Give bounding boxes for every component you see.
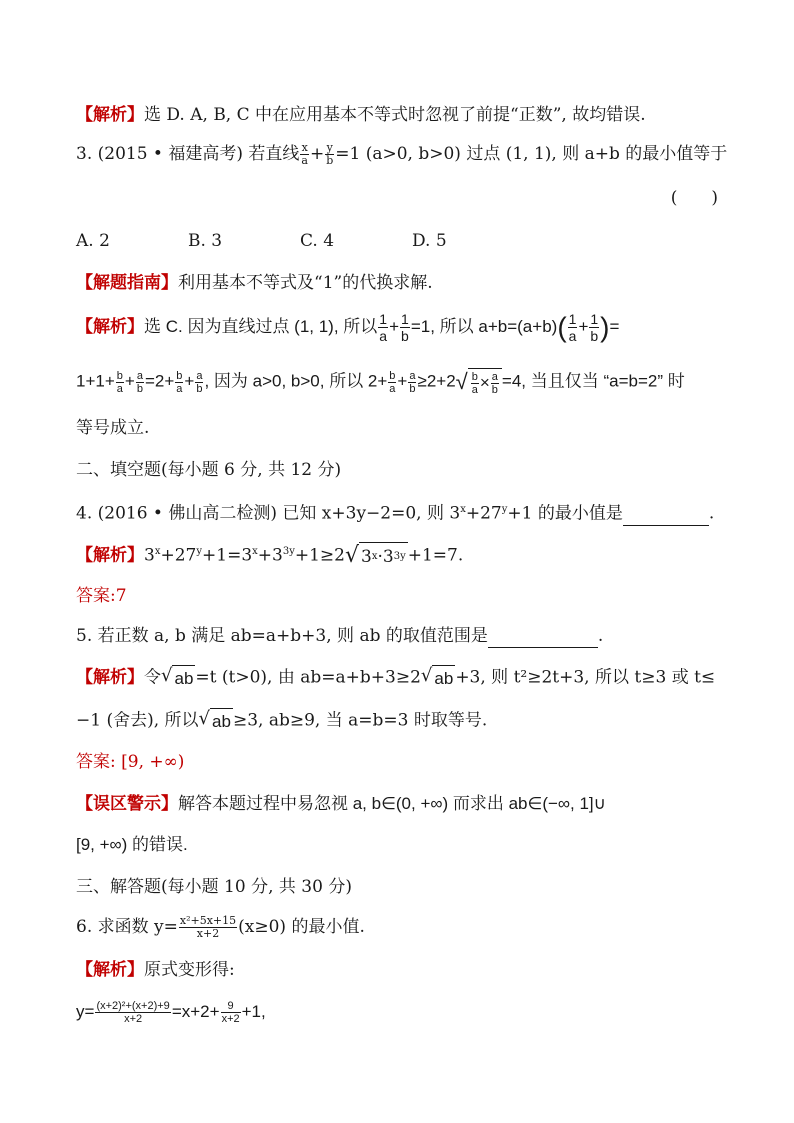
q3-stem: 3. (2015 • 福建高考) 若直线 $\frac{x}{a}$ + $\frac{y}{b}$ =1 (a>0, b>0) 过点 (1, 1), 则 a+b 的最小值等于 — [76, 141, 728, 167]
analysis-tag: 【解析】 — [76, 960, 144, 980]
option-d: D. 5 — [412, 231, 447, 251]
analysis-tag: 【解析】 — [76, 667, 144, 688]
option-b: B. 3 — [188, 231, 223, 251]
analysis-tag: 【解析】 — [76, 316, 144, 337]
q5-warning-line1: 【误区警示】解答本题过程中易忽视 a, b∈(0, +∞) 而求出 ab∈(−∞, 1]∪ — [76, 794, 607, 814]
q3-stem-prefix: 3. (2015 • 福建高考) 若直线 — [76, 144, 300, 164]
section-title: 二、填空题(每小题 6 分, 共 12 分) — [76, 460, 342, 480]
section-title: 三、解答题(每小题 10 分, 共 30 分) — [76, 877, 352, 897]
q5-stem: 5. 若正数 a, b 满足 ab=a+b+3, 则 ab 的取值范围是 . — [76, 626, 604, 646]
q5-analysis-line1: 【解析】令 √ ab =t (t>0), 由 ab=a+b+3≥2 √ ab +3, 则 t²≥2t+3, 所以 t≥3 或 t≤ — [76, 665, 734, 691]
q3-guide-text: 利用基本不等式及“1”的代换求解. — [178, 273, 433, 293]
q4-analysis: 【解析】$3^x+27^y+1=3^x+3^{3y}+1\ge 2$ √ 3 x · 3 3y +1=7. — [76, 543, 464, 569]
q2-analysis-text: 选 D. A, B, C 中在应用基本不等式时忽视了前提“正数”, 故均错误. — [144, 105, 646, 125]
guide-tag: 【解题指南】 — [76, 273, 178, 293]
q5-answer: 答案: [9, +∞) — [76, 752, 185, 772]
answer-blank[interactable] — [488, 627, 598, 648]
q2-analysis — [76, 103, 734, 127]
option-c: C. 4 — [300, 231, 335, 251]
q4-answer: 答案:7 — [76, 586, 127, 606]
option-a: A. 2 — [76, 231, 110, 251]
q3-guide — [76, 271, 734, 295]
q5-analysis-line2: −1 (舍去), 所以 √ ab ≥3, ab≥9, 当 a=b=3 时取等号. — [76, 708, 734, 734]
sqrt: √ ab — [421, 665, 455, 691]
sqrt: √ ab — [199, 708, 233, 734]
q3-options — [76, 229, 734, 253]
q5-warning-line2: [9, +∞) 的错误. — [76, 835, 188, 854]
q6-equation: y= $\frac{\text{(x+2)²+(x+2)+9}}{x+2}$ =x+2+ $\frac{9}{x+2}$ +1, — [76, 1000, 266, 1026]
q3-analysis-line3: 等号成立. — [76, 418, 150, 438]
analysis-tag: 【解析】 — [76, 105, 144, 125]
analysis-tag: 【解析】 — [76, 545, 144, 566]
sqrt: √ 3 x · 3 3y — [344, 543, 406, 569]
fraction: $\frac{x}{a}$ — [301, 141, 308, 167]
q3-analysis-line1: 【解析】选 C. 因为直线过点 (1, 1), 所以 $\frac{1}{a}$ + $\frac{1}{b}$ =1, 所以 a+b=(a+b)( $\frac{1}{a}$ + $\frac{1}{b}$ )= — [76, 311, 620, 344]
q3-answer-bracket: ( ) — [670, 188, 718, 208]
answer-blank[interactable] — [623, 505, 709, 526]
sqrt: √ $\frac{b}{a}$ × $\frac{a}{b}$ — [456, 368, 502, 396]
q6-analysis: 【解析】原式变形得: — [76, 960, 235, 980]
sqrt: √ ab — [161, 665, 195, 691]
warning-tag: 【误区警示】 — [76, 794, 178, 814]
fraction: $\frac{y}{b}$ — [326, 141, 334, 167]
q3-stem-suffix: =1 (a>0, b>0) 过点 (1, 1), 则 a+b 的最小值等于 — [335, 144, 728, 164]
q3-analysis-line2: 1+1+ $\frac{b}{a}$ + $\frac{a}{b}$ =2+ $\frac{b}{a}$ + $\frac{a}{b}$ , 因为 a>0, b>0, 所以 2+ $\frac{b}{a}$ + $\frac{a}{b}$ ≥2+2 √ $\frac{b}{a}$ × $\frac{a}{b}$ =4, 当且仅当 “a=b=2” 时 — [76, 369, 685, 396]
q4-stem: 4. (2016 • 佛山高二检测) 已知 x+3y−2=0, 则 $3^x+27^y+1$ 的最小值是 . — [76, 503, 715, 524]
q6-stem: 6. 求函数 y= $\frac{\text{x²+5x+15}}{x+2}$ (x≥0) 的最小值. — [76, 914, 365, 940]
